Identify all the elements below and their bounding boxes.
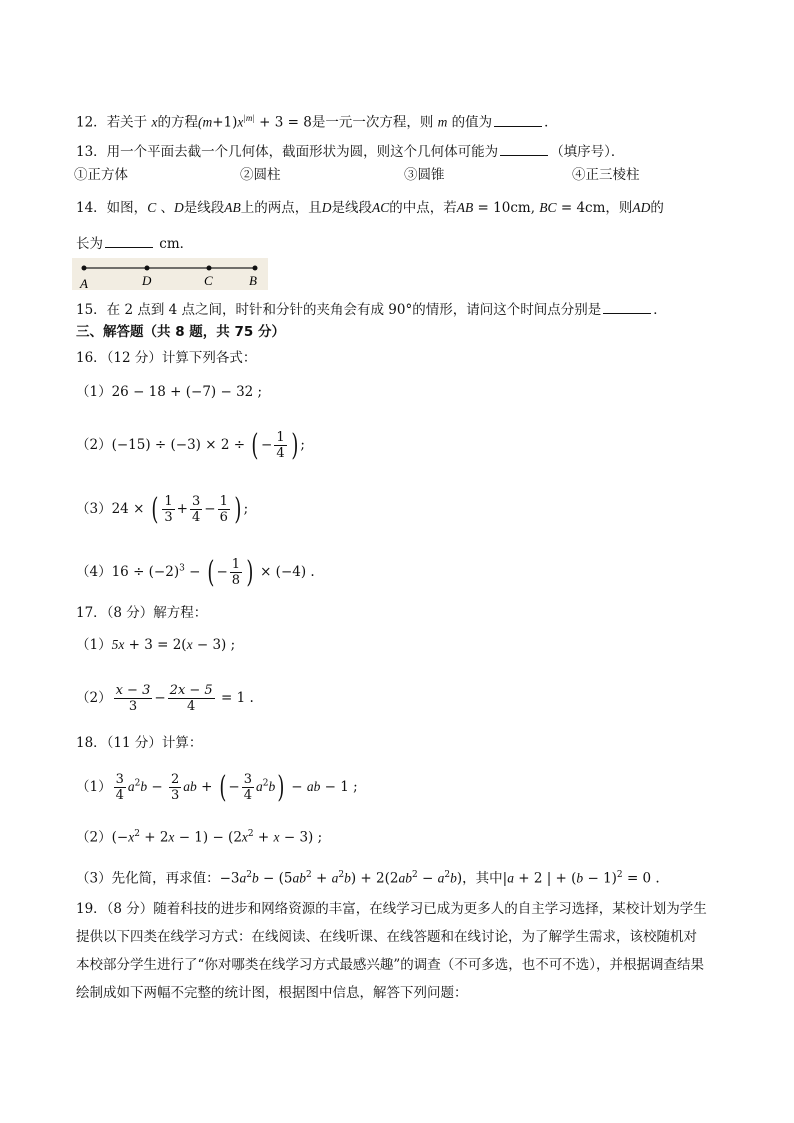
q16-part-1: （1）26 − 18 + (−7) − 32 ; xyxy=(76,384,263,400)
q13-option-3: ③圆锥 xyxy=(404,167,445,183)
q16-part-4: $(4)16 \div (-2)^3$ − ( − $\frac{1}{8}$ ) × (−4) . xyxy=(76,554,315,590)
q14-answer-blank[interactable] xyxy=(105,233,153,248)
question-16-head: 16．（12 分）计算下列各式： xyxy=(76,350,257,366)
q19-line-2: 提供以下四类在线学习方式：在线阅读、在线听课、在线答题和在线讨论，为了解学生需求，该校随机对 xyxy=(76,929,697,945)
q17-part-2: （2） $\frac{x - 3}{3}$ − $\frac{2x - 5}{4}$ = 1 . xyxy=(76,683,254,714)
q12-number: 12． xyxy=(76,114,107,131)
question-13: 13．用一个平面去截一个几何体，截面形状为圆，则这个几何体可能为 （填序号）． xyxy=(76,141,624,162)
question-18-head: 18．（11 分）计算： xyxy=(76,735,203,751)
q18-part-2: $(2)(-x^2 + 2x - 1) - (2x^2 + x - 3)$ ; xyxy=(76,829,323,846)
section-title: 三、解答题（共 8 题，共 75 分） xyxy=(76,324,285,340)
q19-line-3: 本校部分学生进行了“你对哪类在线学习方式最感兴趣”的调查（不可多选，也不可不选），并根据调查结果 xyxy=(76,957,705,973)
q16-part-2: （2）(−15) ÷ (−3) × 2 ÷ ( − $\frac{1}{4}$ ) ; xyxy=(76,427,305,463)
q17-part-1: （1）5x + 3 = 2(x − 3) ; xyxy=(76,637,236,653)
q15-answer-blank[interactable] xyxy=(603,299,651,314)
label-b: B xyxy=(249,273,257,288)
question-15: 15．在 2 点到 4 点之间，时针和分针的夹角会有成 90°的情形，请问这个时间点分别是 ． xyxy=(76,299,667,320)
label-d: D xyxy=(142,273,152,288)
q19-line-1: 19．（8 分）随着科技的进步和网络资源的丰富，在线学习已成为更多人的自主学习选择，某校计划为学生 xyxy=(76,901,707,917)
point-c xyxy=(207,266,212,271)
q13-answer-blank[interactable] xyxy=(500,141,548,156)
question-17-head: 17．（8 分）解方程： xyxy=(76,605,208,621)
q13-option-2: ②圆柱 xyxy=(240,167,281,183)
segment-figure xyxy=(72,258,268,290)
q19-line-4: 绘制成如下两幅不完整的统计图，根据图中信息，解答下列问题： xyxy=(76,985,468,1001)
label-c: C xyxy=(204,273,213,288)
q18-part-3: （3）先化简，再求值：$-3a^2b - (5ab^2 + a^2b) + 2(2ab^2 - a^2b)$，其中|a + 2 | + $(b - 1)^2 = 0$ . xyxy=(76,870,660,887)
q13-option-1: ①正方体 xyxy=(74,167,128,183)
label-a: A xyxy=(80,276,88,290)
question-12: 12．若关于 x的方程$(m+1)x^{|m|} + 3 = 8$是一元一次方程，则 m 的值为 ． xyxy=(76,113,558,131)
question-14-cont: 长为 cm． xyxy=(76,233,193,254)
question-14: 14．如图，C 、D是线段AB上的两点，且D是线段AC的中点，若AB = 10cm, BC = 4cm，则AD的 xyxy=(76,200,664,216)
q18-part-1: （1） $\frac{3}{4}$ $a^2b$ − $\frac{2}{3}$ ab + ( − $\frac{3}{4}$ $a^2b$) − ab − 1 ; xyxy=(76,769,358,805)
point-b xyxy=(253,266,258,271)
q16-part-3: （3）24 × ( $\frac{1}{3}$ + $\frac{3}{4}$ − $\frac{1}{6}$ ) ; xyxy=(76,491,249,527)
q13-option-4: ④正三棱柱 xyxy=(572,167,640,183)
point-a xyxy=(82,266,87,271)
point-d xyxy=(145,266,150,271)
q12-answer-blank[interactable] xyxy=(494,112,542,127)
